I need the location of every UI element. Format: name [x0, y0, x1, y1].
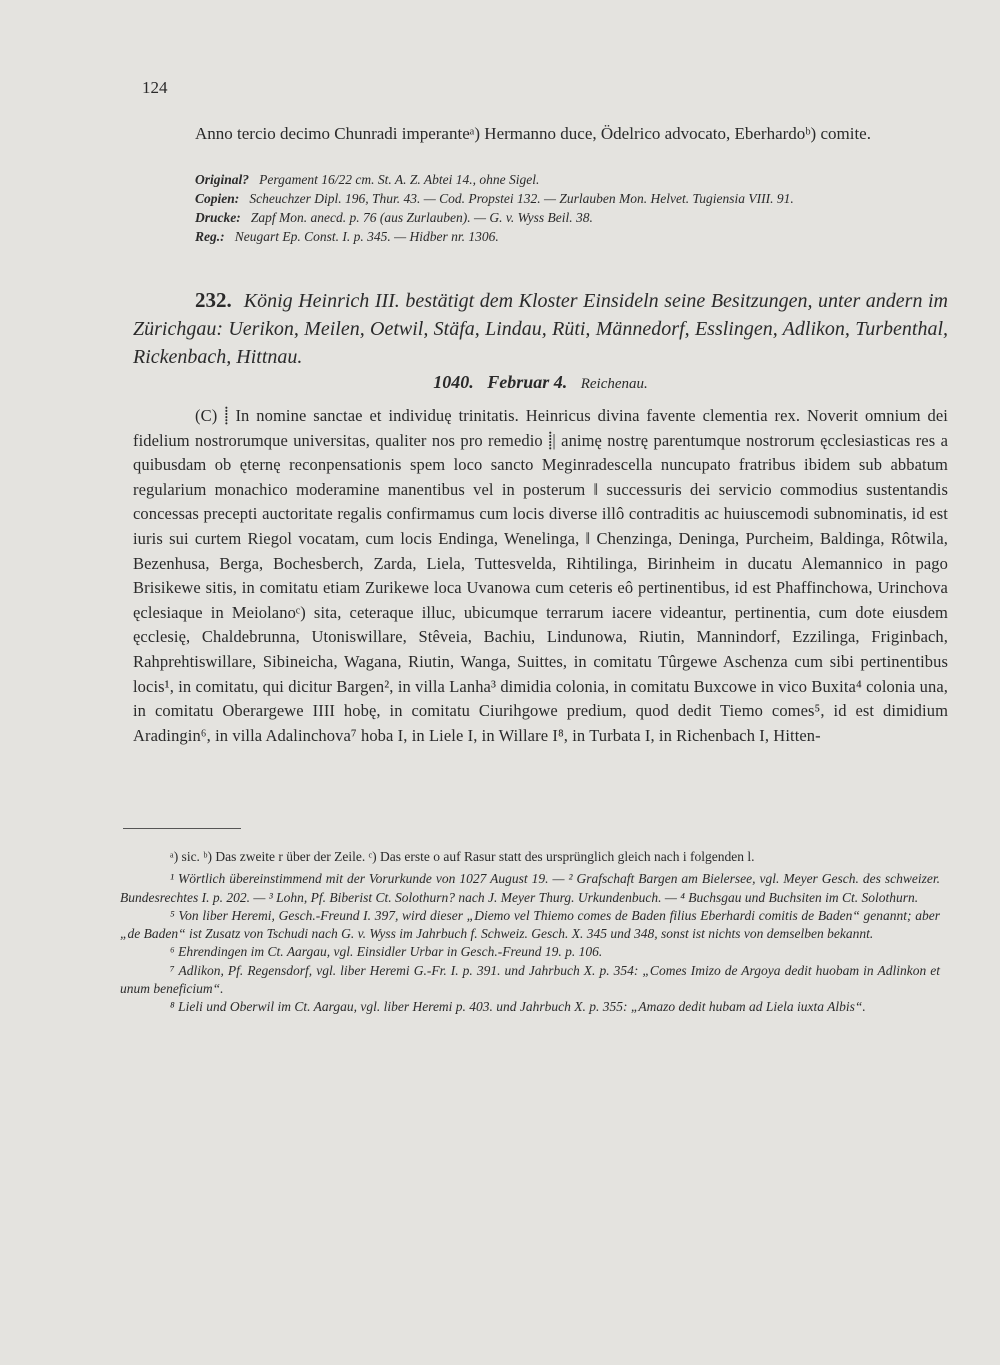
footnote-8: ⁸ Lieli und Oberwil im Ct. Aargau, vgl. liber Heremi p. 403. und Jahrbuch X. p. 355: „Amazo dedit hubam ad Liela iuxta Albis“. [170, 999, 866, 1015]
document-year: 1040. [433, 372, 474, 392]
page-number: 124 [142, 78, 168, 97]
charter-text: (C) ⸽ In nomine sanctae et individuę trinitatis. Heinricus divina favente clementia rex. Noverit omnium dei fidelium nostrorumque universitas, qualiter nos pro remedio ⸽| animę nostrę parentumque nostrorum ęcclesiasticas res a quibusdam ob ęternę reconpensationis spem loco sancto Meginradescella nuncupato fratribus ibidem sub abbatum regularium monachico moderamine manentibus vel in posterum ‖ successuris dei servicio commodius sustentandis concessas precepti auctoritate regalis confirmamus cum locis diverse illô contraditis ac huiuscemodi subnominatis, id est iuris sui curtem Riegol vocatam, cum locis Endinga, Wenelinga, ‖ Chenzinga, Deninga, Purcheim, Baldinga, Rôtwila, Bezenhusa, Berga, Bochesberch, Zarda, Liela, Tuttesvelda, Rihtilinga, Birinheim in ducatu Alemannico in pago Brisikewe sitis, in comitatu etiam Zurikewe loca Uvanowa cum ceteris eô pertinentibus, id est Phaffinchowa, Urinchova ęclesiaque in Meiolanoᶜ) sita, ceteraque illuc, ubicumque terrarum iacere videantur, pertinentia, cum dote eiusdem ęcclesię, Chaldebrunna, Utoniswillare, Stêveia, Bachiu, Lindunowa, Riutin, Mannindorf, Ezzilinga, Friginbach, Rahprehtiswillare, Sibineicha, Wagana, Riutin, Wanga, Suittes, in comitatu Tûrgewe Aschenza cum sibi pertinentibus locis¹, in comitatu, qui dicitur Bargen², in villa Lanha³ dimidia colonia, in comitatu Buxcowe in vico Buxita⁴ colonia una, in comitatu Oberargewe IIII hobę, in comitatu Ciurihgowe predium, quod dedit Tiemo comes⁵, id est dimidium Aradingin⁶, in villa Adalinchova⁷ hoba I, in Liele I, in Willare I⁸, in Turbata I, in Richenbach I, Hitten- [133, 406, 948, 745]
footnote-5: ⁵ Von liber Heremi, Gesch.-Freund I. 397, wird dieser „Diemo vel Thiemo comes de Baden filius Eberhardi comitis de Baden“ genannt; aber „de Baden“ ist Zusatz von Tschudi nach G. v. Wyss im Jahrbuch f. Schweiz. Gesch. X. 345 und 348, sonst ist nichts von demselben bekannt. [120, 907, 940, 942]
footnote-letters: ᵃ) sic. ᵇ) Das zweite r über der Zeile. ᶜ) Das erste o auf Rasur statt des ursprünglich gleich nach i folgenden l. [170, 849, 755, 864]
drucke-note [133, 208, 948, 227]
reg-text: Neugart Ep. Const. I. p. 345. — Hidber nr. 1306. [234, 229, 499, 244]
footnote-divider [123, 828, 241, 829]
original-note [133, 170, 948, 189]
footnote-1-4: ¹ Wörtlich übereinstimmend mit der Vorurkunde von 1027 August 19. — ² Grafschaft Bargen am Bielersee, vgl. Meyer Gesch. des schweizer. Bundesrechtes I. p. 202. — ³ Lohn, Pf. Biberist Ct. Solothurn? nach J. Meyer Thurg. Urkundenbuch. — ⁴ Buchsgau und Buchsiten im Ct. Solothurn. [120, 871, 940, 905]
document-heading [133, 286, 948, 371]
closing-dating-clause: Anno tercio decimo Chunradi imperanteᵃ) Hermanno duce, Ödelrico advocato, Eberhardoᵇ) comite. [195, 124, 871, 143]
footnotes [120, 848, 940, 1017]
copien-label: Copien: [195, 191, 240, 206]
copien-note [133, 189, 948, 208]
footnote-6: ⁶ Ehrendingen im Ct. Aargau, vgl. Einsidler Urbar in Gesch.-Freund 19. p. 106. [170, 944, 603, 960]
copien-text: Scheuchzer Dipl. 196, Thur. 43. — Cod. Propstei 132. — Zurlauben Mon. Helvet. Tugiensia VIII. 91. [249, 191, 794, 206]
reg-note [133, 227, 948, 246]
document-summary: König Heinrich III. bestätigt dem Kloster Einsideln seine Besitzungen, unter andern im Zürichgau: Uerikon, Meilen, Oetwil, Stäfa, Lindau, Rüti, Männedorf, Esslingen, Adlikon, Turbenthal, Rickenbach, Hittnau. [133, 290, 948, 368]
document-body [133, 404, 948, 748]
document-place: Reichenau. [580, 376, 648, 392]
document-title [133, 286, 948, 371]
document-day: Februar 4. [487, 372, 568, 392]
drucke-text: Zapf Mon. anecd. p. 76 (aus Zurlauben). — G. v. Wyss Beil. 38. [250, 210, 593, 225]
source-notes [133, 170, 948, 246]
document-number: 232. [195, 288, 232, 312]
drucke-label: Drucke: [195, 210, 241, 225]
date-line [133, 372, 948, 393]
reg-label: Reg.: [195, 229, 225, 244]
original-label: Original? [195, 172, 250, 187]
document-date-line [133, 372, 948, 393]
footnote-7: ⁷ Adlikon, Pf. Regensdorf, vgl. liber Heremi G.-Fr. I. p. 391. und Jahrbuch X. p. 354: „Comes Imizo de Argoya dedit huobam in Adlinkon et unum beneficium“. [120, 962, 940, 997]
original-text: Pergament 16/22 cm. St. A. Z. Abtei 14., ohne Sigel. [259, 172, 540, 187]
previous-document-ending [133, 121, 948, 146]
